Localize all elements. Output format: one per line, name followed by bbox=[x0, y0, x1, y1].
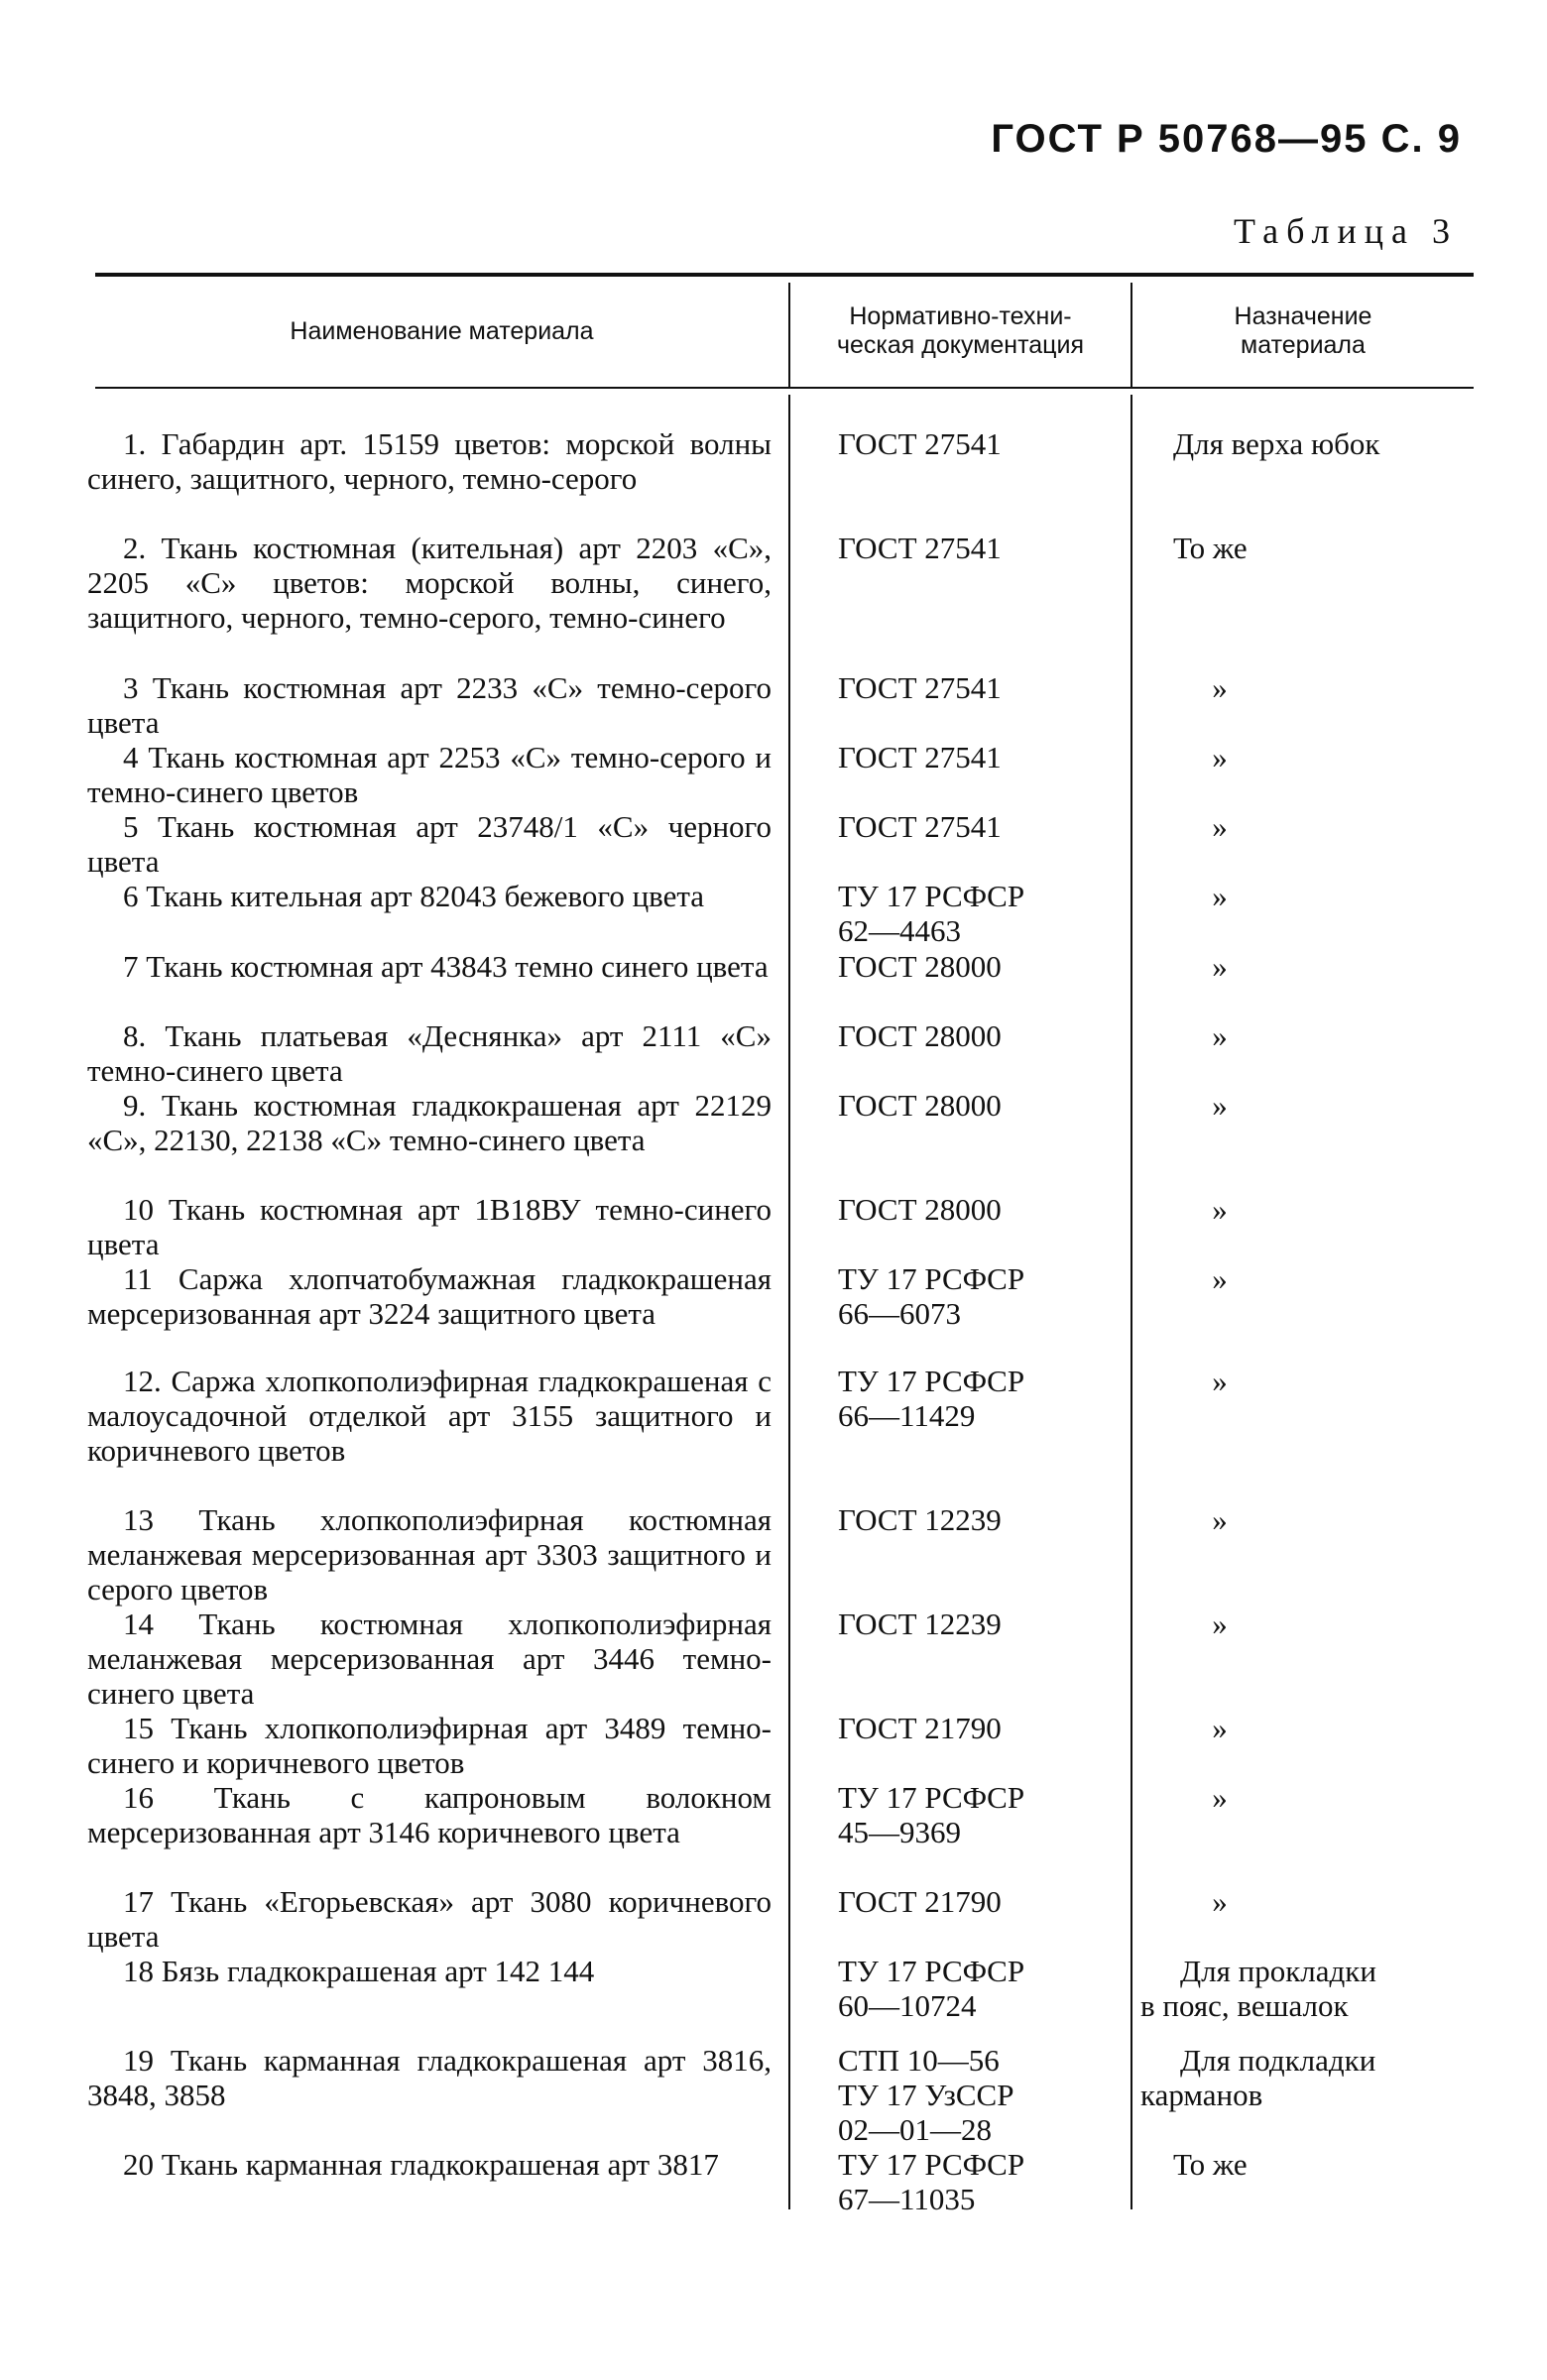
material-purpose: » bbox=[1212, 879, 1228, 913]
column-header-name: Наименование материала bbox=[290, 316, 594, 345]
normative-document: ГОСТ 28000 bbox=[838, 949, 1002, 984]
normative-document: ГОСТ 12239 bbox=[838, 1606, 1002, 1641]
normative-document: ГОСТ 28000 bbox=[838, 1192, 1002, 1227]
material-purpose: Для подкладки карманов bbox=[1140, 2043, 1376, 2112]
material-purpose: » bbox=[1212, 949, 1228, 984]
normative-document: ГОСТ 27541 bbox=[838, 531, 1002, 565]
normative-document: ГОСТ 27541 bbox=[838, 670, 1002, 705]
normative-document: ГОСТ 27541 bbox=[838, 426, 1002, 461]
material-purpose: » bbox=[1212, 670, 1228, 705]
table-label: Таблица 3 bbox=[1234, 211, 1458, 251]
material-purpose: » bbox=[1212, 1088, 1228, 1123]
normative-document: ГОСТ 27541 bbox=[838, 740, 1002, 774]
material-purpose: » bbox=[1212, 740, 1228, 774]
normative-document: ГОСТ 28000 bbox=[838, 1088, 1002, 1123]
material-purpose: » bbox=[1212, 809, 1228, 844]
material-name: 1. Габардин арт. 15159 цветов: морской волны синего, защитного, черного, темно-серого bbox=[87, 426, 772, 496]
material-name: 9. Ткань костюмная гладкокрашеная арт 22129 «С», 22130, 22138 «С» темно-синего цвета bbox=[87, 1088, 772, 1157]
material-purpose: » bbox=[1212, 1502, 1228, 1537]
material-purpose: » bbox=[1212, 1884, 1228, 1919]
material-name: 18 Бязь гладкокрашеная арт 142 144 bbox=[123, 1954, 595, 1988]
material-name: 17 Ткань «Егорьевская» арт 3080 коричневого цвета bbox=[87, 1884, 772, 1954]
column-header-doc: Нормативно-техни- ческая документация bbox=[836, 302, 1085, 359]
material-name: 3 Ткань костюмная арт 2233 «С» темно-серого цвета bbox=[87, 670, 772, 740]
normative-document: СТП 10—56 ТУ 17 УзССР 02—01—28 bbox=[838, 2043, 1014, 2147]
material-name: 14 Ткань костюмная хлопкополиэфирная меланжевая мерсеризованная арт 3446 темно-синего цвета bbox=[87, 1606, 772, 1711]
material-name: 20 Ткань карманная гладкокрашеная арт 3817 bbox=[123, 2147, 719, 2182]
material-name: 19 Ткань карманная гладкокрашеная арт 3816, 3848, 3858 bbox=[87, 2043, 772, 2112]
material-name: 13 Ткань хлопкополиэфирная костюмная меланжевая мерсеризованная арт 3303 защитного и серого цветов bbox=[87, 1502, 772, 1606]
material-purpose: » bbox=[1212, 1780, 1228, 1815]
material-purpose: Для прокладки в пояс, вешалок bbox=[1140, 1954, 1376, 2023]
material-name: 2. Ткань костюмная (кительная) арт 2203 «С», 2205 «С» цветов: морской волны, синего, защитного, черного, темно-серого, темно-синего bbox=[87, 531, 772, 635]
material-name: 6 Ткань кительная арт 82043 бежевого цвета bbox=[123, 879, 705, 913]
material-name: 11 Саржа хлопчатобумажная гладкокрашеная мерсеризованная арт 3224 защитного цвета bbox=[87, 1261, 772, 1331]
material-name: 16 Ткань с капроновым волокном мерсеризованная арт 3146 коричневого цвета bbox=[87, 1780, 772, 1849]
document-header: ГОСТ Р 50768—95 С. 9 bbox=[991, 117, 1462, 161]
column-header-purpose: Назначение материала bbox=[1234, 302, 1372, 359]
normative-document: ТУ 17 РСФСР 66—6073 bbox=[838, 1261, 1025, 1331]
material-name: 7 Ткань костюмная арт 43843 темно синего цвета bbox=[123, 949, 769, 984]
material-name: 4 Ткань костюмная арт 2253 «С» темно-серого и темно-синего цветов bbox=[87, 740, 772, 809]
material-purpose: То же bbox=[1173, 2147, 1248, 2182]
normative-document: ТУ 17 РСФСР 66—11429 bbox=[838, 1364, 1025, 1433]
material-purpose: » bbox=[1212, 1606, 1228, 1641]
material-purpose: » bbox=[1212, 1261, 1228, 1296]
normative-document: ТУ 17 РСФСР 60—10724 bbox=[838, 1954, 1025, 2023]
material-name: 10 Ткань костюмная арт 1В18ВУ темно-синего цвета bbox=[87, 1192, 772, 1261]
normative-document: ГОСТ 28000 bbox=[838, 1018, 1002, 1053]
material-purpose: Для верха юбок bbox=[1173, 426, 1380, 461]
normative-document: ГОСТ 12239 bbox=[838, 1502, 1002, 1537]
material-name: 12. Саржа хлопкополиэфирная гладкокрашеная с малоусадочной отделкой арт 3155 защитного и коричневого цветов bbox=[87, 1364, 772, 1468]
normative-document: ТУ 17 РСФСР 67—11035 bbox=[838, 2147, 1025, 2216]
material-purpose: » bbox=[1212, 1711, 1228, 1745]
normative-document: ГОСТ 27541 bbox=[838, 809, 1002, 844]
normative-document: ТУ 17 РСФСР 62—4463 bbox=[838, 879, 1025, 948]
material-purpose: » bbox=[1212, 1192, 1228, 1227]
material-purpose: То же bbox=[1173, 531, 1248, 565]
normative-document: ГОСТ 21790 bbox=[838, 1884, 1002, 1919]
normative-document: ТУ 17 РСФСР 45—9369 bbox=[838, 1780, 1025, 1849]
normative-document: ГОСТ 21790 bbox=[838, 1711, 1002, 1745]
material-name: 5 Ткань костюмная арт 23748/1 «С» черного цвета bbox=[87, 809, 772, 879]
material-purpose: » bbox=[1212, 1364, 1228, 1398]
material-name: 15 Ткань хлопкополиэфирная арт 3489 темно-синего и коричневого цветов bbox=[87, 1711, 772, 1780]
material-name: 8. Ткань платьевая «Деснянка» арт 2111 «С» темно-синего цвета bbox=[87, 1018, 772, 1088]
material-purpose: » bbox=[1212, 1018, 1228, 1053]
